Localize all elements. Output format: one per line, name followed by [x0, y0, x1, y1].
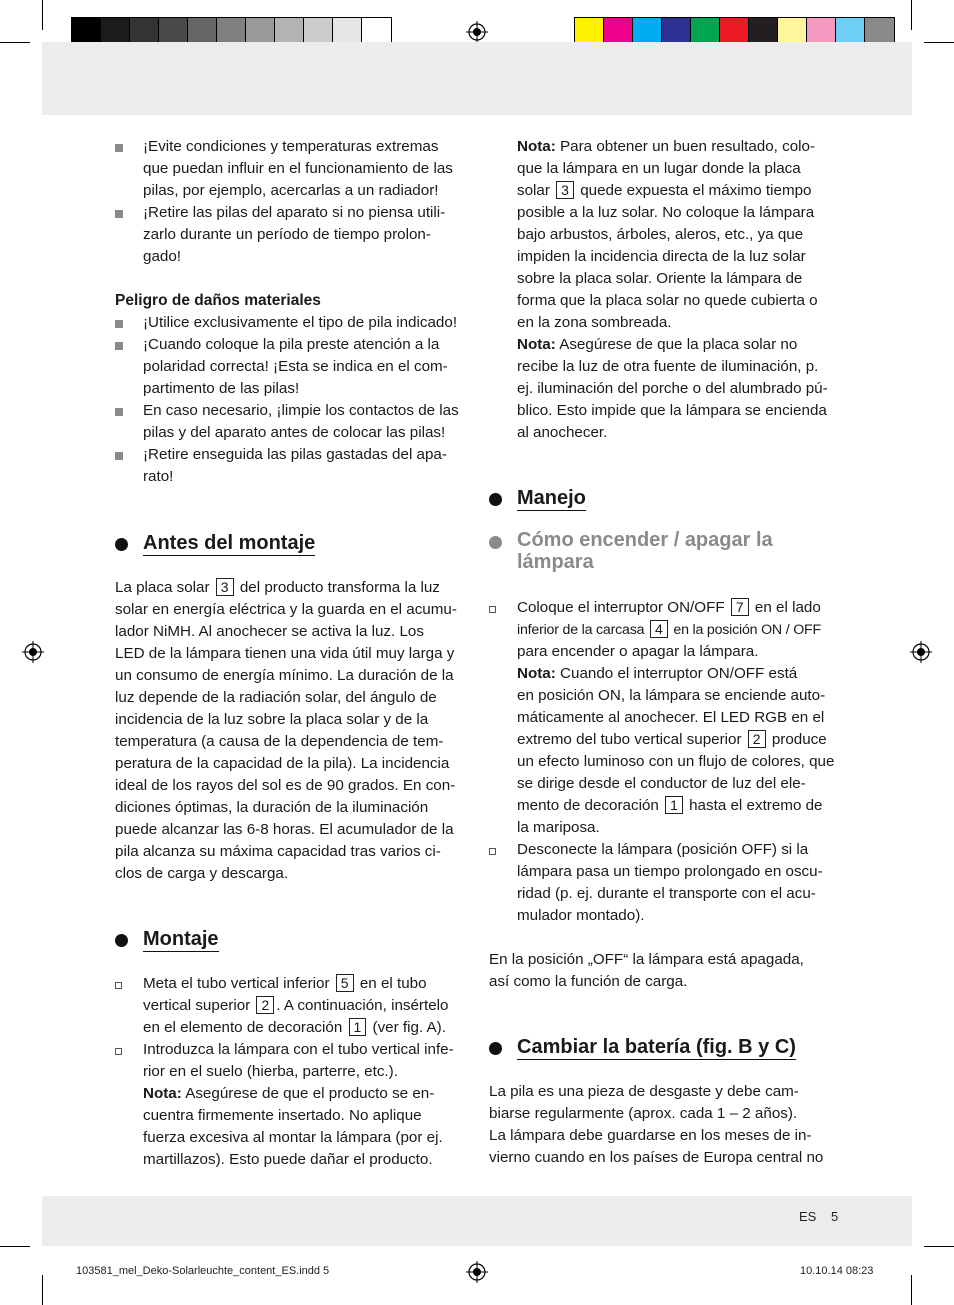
header-band	[42, 42, 912, 115]
list-item: ¡Utilice exclusivamente el tipo de pila indicado!	[115, 312, 467, 334]
language-code: ES	[799, 1209, 817, 1224]
step-item: Introduzca la lámpara con el tubo vertical infe- rior en el suelo (hierba, parterre, etc.). Nota: Asegúrese de que el producto se en- cuentra firmemente insertado. No aplique fuerza excesiva al montar la lámpara (por ej. martillazos). Esto puede dañar el producto.	[115, 1039, 467, 1171]
bullet-dot-icon	[115, 538, 128, 551]
part-number-box: 2	[256, 996, 274, 1014]
checkbox-square-icon	[115, 982, 122, 989]
step-item: Meta el tubo vertical inferior 5 en el tubo vertical superior 2 . A continuación, insértelo en el elemento de decoración 1 (ver fig. A).	[115, 973, 467, 1039]
paragraph: En la posición „OFF“ la lámpara está apagada, así como la función de carga.	[489, 951, 804, 990]
bullet-dot-icon	[489, 1042, 502, 1055]
list-item: En caso necesario, ¡limpie los contactos de las pilas y del aparato antes de colocar las pilas!	[115, 400, 467, 444]
part-number-box: 4	[650, 620, 668, 638]
square-bullet-icon	[115, 408, 123, 416]
square-bullet-icon	[115, 342, 123, 350]
note-block: Nota: Para obtener un buen resultado, colo- que la lámpara en un lugar donde la placa solar 3 quede expuesta el máximo tiempo posible a la luz solar. No coloque la lámpara bajo arbustos, árboles, aleros, etc., ya que impiden la incidencia directa de la luz solar sobre la placa solar. Oriente la lámpara de forma que la placa solar no quede cubierta o en la zona sombreada. Nota: Asegúrese de que la placa solar no recibe la luz de otra fuente de iluminación, p. ej. iluminación del porche o del alumbrado pú- blico. Esto impide que la lámpara se encienda al anochecer.	[517, 138, 828, 441]
crop-mark	[42, 0, 43, 30]
part-number-box: 3	[556, 181, 574, 199]
crop-mark	[924, 42, 954, 43]
registration-mark-icon	[22, 641, 44, 663]
square-bullet-icon	[115, 320, 123, 328]
square-bullet-icon	[115, 452, 123, 460]
crop-mark	[0, 1246, 30, 1247]
registration-mark-icon	[466, 21, 488, 43]
paragraph: La placa solar 3 del producto transforma la luz solar en energía eléctrica y la guarda en el acumu- lador NiMH. Al anochecer se activa la luz. Los LED de la lámpara tienen una vida útil muy larga y un consumo de energía mínimo. La duración de la luz depende de la radiación solar, del ángulo de incidencia de la luz sobre la placa solar y de la temperatura (a causa de la dependencia de tem- peratura de la capacidad de la pila). La incidencia ideal de los rayos del sol es de 90 grados. En con- diciones óptimas, la duración de la iluminación puede alcanzar las 6-8 horas. El acumulador de la pila alcanza su máxima capacidad tras varios ci- clos de carga y descarga.	[115, 579, 457, 882]
list-item: ¡Evite condiciones y temperaturas extremas que puedan influir en el funcionamiento de las pilas, por ejemplo, acercarlas a un radiador!	[115, 136, 467, 202]
step-item: Coloque el interruptor ON/OFF 7 en el lado inferior de la carcasa 4 en la posición ON / OFF para encender o apagar la lámpara. Nota: Cuando el interruptor ON/OFF está en posición ON, la lámpara se enciende auto- máticamente al anochecer. El LED RGB en el extremo del tubo vertical superior 2 produce un efecto luminoso con un flujo de colores, que se dirige desde el conductor de luz del ele- mento de decoración 1 hasta el extremo de la mariposa.	[489, 597, 849, 839]
part-number-box: 7	[731, 598, 749, 616]
section-subtitle: Peligro de daños materiales	[115, 292, 321, 309]
step-item: Desconecte la lámpara (posición OFF) si la lámpara pasa un tiempo prolongado en oscu- ridad (p. ej. durante el transporte con el acu- mulador montado).	[489, 839, 849, 927]
square-bullet-icon	[115, 144, 123, 152]
crop-mark	[911, 1275, 912, 1305]
bullet-dot-icon	[489, 493, 502, 506]
part-number-box: 1	[349, 1018, 367, 1036]
registration-mark-icon	[910, 641, 932, 663]
paragraph: La pila es una pieza de desgaste y debe cam- biarse regularmente (aprox. cada 1 – 2 años). La lámpara debe guardarse en los meses de in- vierno cuando en los países de Europa central no	[489, 1083, 824, 1166]
checkbox-square-icon	[489, 606, 496, 613]
section-heading: Manejo	[489, 486, 849, 510]
registration-mark-icon	[466, 1261, 488, 1283]
list-item: ¡Retire enseguida las pilas gastadas del apa- rato!	[115, 444, 467, 488]
part-number-box: 3	[216, 578, 234, 596]
note-label: Nota:	[517, 336, 556, 353]
section-subheading: Cómo encender / apagar la lámpara	[489, 529, 849, 573]
part-number-box: 5	[336, 974, 354, 992]
note-label: Nota:	[517, 665, 556, 682]
checkbox-square-icon	[115, 1048, 122, 1055]
slug-filename: 103581_mel_Deko-Solarleuchte_content_ES.indd 5	[76, 1265, 330, 1277]
section-heading: Cambiar la batería (fig. B y C)	[489, 1035, 849, 1059]
crop-mark	[42, 1275, 43, 1305]
note-label: Nota:	[517, 138, 556, 155]
checkbox-square-icon	[489, 848, 496, 855]
crop-mark	[924, 1246, 954, 1247]
part-number-box: 2	[748, 730, 766, 748]
left-column	[115, 136, 467, 1171]
section-heading: Montaje	[115, 927, 467, 951]
footer-band	[42, 1196, 912, 1246]
crop-mark	[911, 0, 912, 30]
list-item: ¡Cuando coloque la pila preste atención a la polaridad correcta! ¡Esta se indica en el com- partimento de las pilas!	[115, 334, 467, 400]
note-label: Nota:	[143, 1085, 182, 1102]
bullet-dot-icon	[489, 536, 502, 549]
crop-mark	[0, 42, 30, 43]
right-column	[489, 136, 849, 1169]
bullet-dot-icon	[115, 934, 128, 947]
page-number: 5	[831, 1209, 839, 1224]
slug-date: 10.10.14 08:23	[800, 1265, 874, 1277]
square-bullet-icon	[115, 210, 123, 218]
list-item: ¡Retire las pilas del aparato si no piensa utili- zarlo durante un período de tiempo prolon- gado!	[115, 202, 467, 268]
section-heading: Antes del montaje	[115, 531, 467, 555]
part-number-box: 1	[665, 796, 683, 814]
